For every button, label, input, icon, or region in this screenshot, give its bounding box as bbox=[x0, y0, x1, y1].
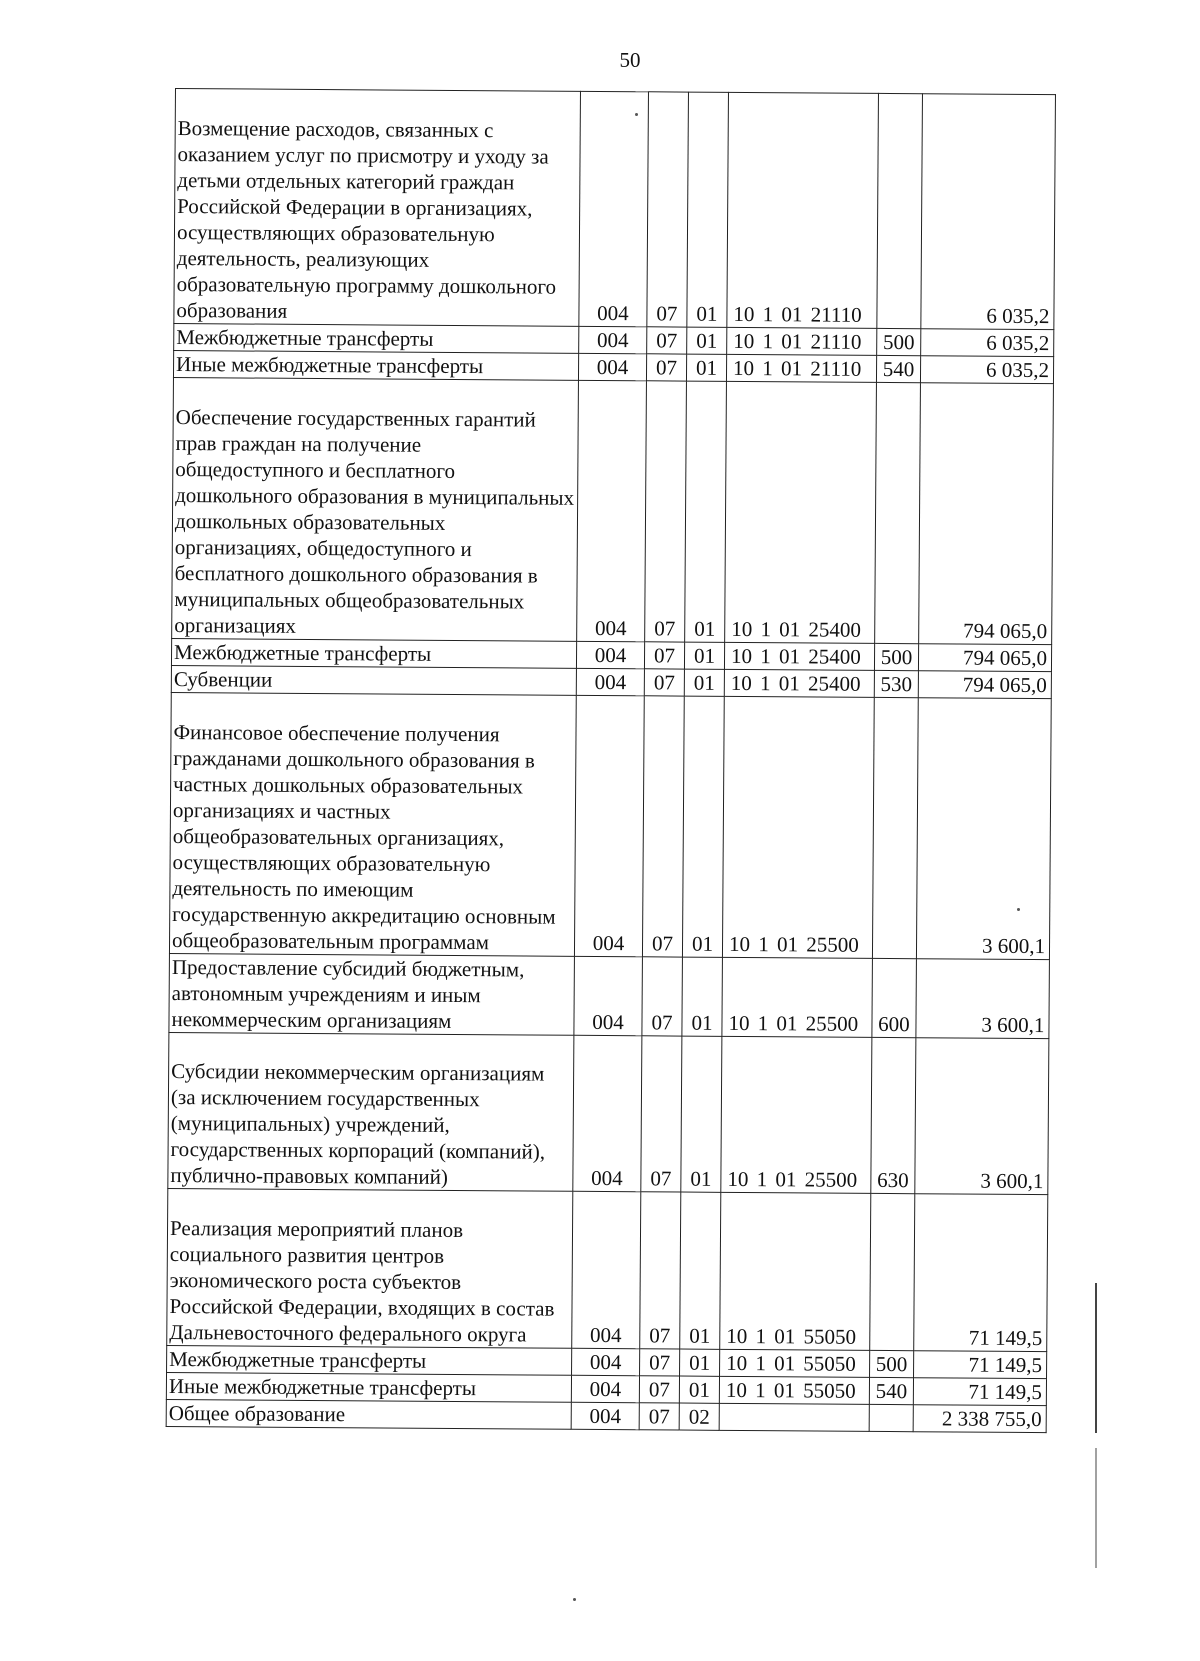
subsection-code: 01 bbox=[680, 1349, 720, 1376]
ministry-code: 004 bbox=[578, 353, 646, 380]
expense-kind-code bbox=[875, 382, 921, 643]
subsection-code: 01 bbox=[687, 92, 729, 327]
subsection-code: 01 bbox=[679, 1376, 719, 1403]
row-name: Возмещение расходов, связанных с оказанием услуг по присмотру и уходу за детьми отдельных категорий граждан Российской Федерации в организациях, осуществляющих образовательную деятельность, реализующих образовательную программу дошкольного образования bbox=[174, 89, 581, 327]
row-name: Субсидии некоммерческим организациям (за исключением государственных (муниципальных) учреждений, государственных корпораций (компаний), публично-правовых компаний) bbox=[168, 1032, 574, 1191]
ministry-code: 004 bbox=[571, 1402, 639, 1429]
ministry-code: 004 bbox=[572, 1348, 640, 1375]
section-code: 07 bbox=[647, 327, 687, 354]
expense-kind-code: 500 bbox=[870, 1350, 914, 1377]
expense-kind-code bbox=[877, 93, 923, 328]
target-article-code: 10 1 01 21110 bbox=[727, 327, 877, 355]
amount: 794 065,0 bbox=[918, 671, 1051, 699]
ministry-code: 004 bbox=[574, 695, 644, 956]
section-code: 07 bbox=[646, 354, 686, 381]
amount: 6 035,2 bbox=[920, 356, 1053, 384]
amount: 71 149,5 bbox=[914, 1351, 1047, 1379]
expense-kind-code: 500 bbox=[877, 328, 921, 355]
section-code: 07 bbox=[641, 1036, 682, 1193]
table-row bbox=[167, 1189, 1048, 1352]
amount: 3 600,1 bbox=[916, 698, 1051, 960]
amount: 2 338 755,0 bbox=[913, 1405, 1046, 1433]
target-article-code: 10 1 01 25400 bbox=[724, 642, 874, 670]
ministry-code: 004 bbox=[579, 326, 647, 353]
ministry-code: 004 bbox=[579, 91, 649, 326]
section-code: 07 bbox=[647, 92, 689, 327]
target-article-code: 10 1 01 21110 bbox=[726, 354, 876, 382]
row-name: Иные межбюджетные трансферты bbox=[173, 350, 578, 380]
expense-kind-code: 540 bbox=[869, 1377, 913, 1404]
row-name: Межбюджетные трансферты bbox=[174, 323, 579, 353]
amount: 794 065,0 bbox=[918, 644, 1051, 672]
row-name: Межбюджетные трансферты bbox=[171, 638, 576, 668]
row-name: Реализация мероприятий планов социального развития центров экономического роста субъектов Российской Федерации, входящих в состав Дальневосточного федерального округа bbox=[167, 1189, 573, 1348]
scan-artifact-dot bbox=[1017, 908, 1020, 911]
row-name: Субвенции bbox=[171, 665, 576, 695]
section-code: 07 bbox=[644, 669, 684, 696]
row-name: Предоставление субсидий бюджетным, автономным учреждениям и иным некоммерческим организациям bbox=[169, 953, 575, 1035]
section-code: 07 bbox=[639, 1376, 679, 1403]
subsection-code: 01 bbox=[684, 642, 724, 669]
page-number: 50 bbox=[619, 48, 641, 72]
section-code: 07 bbox=[644, 642, 684, 669]
expense-kind-code: 630 bbox=[871, 1037, 916, 1194]
ministry-code: 004 bbox=[576, 641, 644, 668]
amount: 6 035,2 bbox=[921, 329, 1054, 357]
target-article-code: 10 1 01 21110 bbox=[727, 92, 879, 328]
table-row bbox=[168, 1032, 1049, 1195]
target-article-code: 10 1 01 25400 bbox=[724, 669, 874, 697]
ministry-code: 004 bbox=[577, 380, 647, 641]
scan-artifact-dot bbox=[635, 113, 638, 116]
ministry-code: 004 bbox=[572, 1192, 641, 1349]
amount: 3 600,1 bbox=[916, 959, 1050, 1039]
expense-kind-code bbox=[872, 697, 918, 958]
scan-artifact-dot bbox=[573, 1598, 576, 1601]
subsection-code: 02 bbox=[679, 1403, 719, 1430]
target-article-code: 10 1 01 55050 bbox=[719, 1376, 869, 1404]
amount: 71 149,5 bbox=[914, 1194, 1048, 1352]
expense-kind-code: 530 bbox=[874, 670, 918, 697]
ministry-code: 004 bbox=[573, 1035, 642, 1192]
row-name: Финансовое обеспечение получения гражданами дошкольного образования в частных дошкольных образовательных организациях и частных общеобразовательных организациях, осуществляющих образовательную деятельность по имеющим государственную аккредитацию основным общеобразовательным программам bbox=[169, 692, 576, 956]
subsection-code: 01 bbox=[687, 327, 727, 354]
expense-kind-code bbox=[869, 1404, 913, 1431]
section-code: 07 bbox=[642, 957, 683, 1036]
expense-kind-code bbox=[870, 1194, 915, 1351]
expense-kind-code: 600 bbox=[872, 958, 917, 1037]
target-article-code bbox=[719, 1403, 869, 1431]
table-row bbox=[172, 377, 1054, 644]
target-article-code: 10 1 01 55050 bbox=[720, 1193, 871, 1351]
subsection-code: 01 bbox=[682, 957, 723, 1036]
target-article-code: 10 1 01 25400 bbox=[725, 381, 877, 643]
ministry-code: 004 bbox=[576, 668, 644, 695]
section-code: 07 bbox=[645, 381, 687, 642]
target-article-code: 10 1 01 25500 bbox=[722, 696, 874, 958]
section-code: 07 bbox=[640, 1192, 681, 1349]
row-name: Иные межбюджетные трансферты bbox=[166, 1373, 571, 1403]
table-row bbox=[169, 953, 1050, 1038]
table-row bbox=[166, 1400, 1046, 1433]
scan-artifact-line bbox=[1095, 1448, 1097, 1568]
subsection-code: 01 bbox=[682, 696, 724, 957]
amount: 6 035,2 bbox=[921, 94, 1056, 330]
subsection-code: 01 bbox=[681, 1036, 722, 1193]
subsection-code: 01 bbox=[684, 669, 724, 696]
budget-table bbox=[166, 88, 1056, 1433]
ministry-code: 004 bbox=[571, 1375, 639, 1402]
target-article-code: 10 1 01 25500 bbox=[722, 957, 873, 1037]
target-article-code: 10 1 01 25500 bbox=[721, 1036, 872, 1194]
section-code: 07 bbox=[639, 1403, 679, 1430]
subsection-code: 01 bbox=[686, 354, 726, 381]
amount: 794 065,0 bbox=[919, 383, 1054, 645]
section-code: 07 bbox=[640, 1349, 680, 1376]
table-row bbox=[169, 692, 1051, 959]
row-name: Общее образование bbox=[166, 1400, 571, 1430]
row-name: Обеспечение государственных гарантий прав граждан на получение общедоступного и бесплатного дошкольного образования в муниципальных дошкольных образовательных организациях, общедоступного и бесплатного дошкольного образования в муниципальных общеобразовательных организациях bbox=[172, 377, 579, 641]
target-article-code: 10 1 01 55050 bbox=[720, 1349, 870, 1377]
table-row bbox=[174, 89, 1056, 330]
section-code: 07 bbox=[642, 696, 684, 957]
subsection-code: 01 bbox=[680, 1193, 721, 1350]
amount: 3 600,1 bbox=[915, 1038, 1049, 1196]
expense-kind-code: 540 bbox=[876, 355, 920, 382]
subsection-code: 01 bbox=[685, 381, 727, 642]
ministry-code: 004 bbox=[574, 956, 643, 1035]
row-name: Межбюджетные трансферты bbox=[167, 1346, 572, 1376]
scan-artifact-line bbox=[1095, 1283, 1097, 1433]
amount: 71 149,5 bbox=[913, 1378, 1046, 1406]
expense-kind-code: 500 bbox=[874, 643, 918, 670]
